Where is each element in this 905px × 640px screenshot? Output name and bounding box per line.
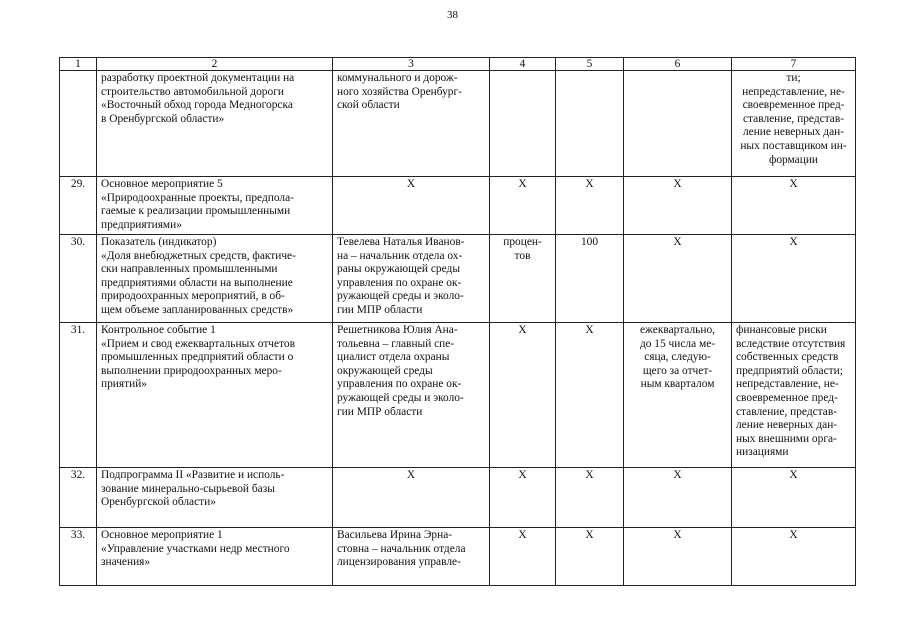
table-row: [60, 528, 856, 586]
row-number: 29.: [60, 177, 97, 235]
description-cell: Основное мероприятие 1 «Управление участками недр местного значения»: [97, 528, 333, 586]
table-row: [60, 468, 856, 528]
unit-cell: X: [490, 177, 556, 235]
value-cell: [556, 71, 624, 177]
responsible-cell: X: [333, 468, 490, 528]
deadline-cell: X: [624, 235, 732, 323]
header-cell: 4: [490, 58, 556, 71]
description-cell: Контрольное событие 1 «Прием и свод ежеквартальных отчетов промышленных предприятий области о выполнении природоохранных меро- приятий»: [97, 323, 333, 468]
row-number: 31.: [60, 323, 97, 468]
table-row: [60, 323, 856, 468]
value-cell: X: [556, 323, 624, 468]
header-cell: 1: [60, 58, 97, 71]
unit-cell: X: [490, 528, 556, 586]
responsible-cell: X: [333, 177, 490, 235]
responsible-cell: Васильева Ирина Эрна- стовна – начальник отдела лицензирования управле-: [333, 528, 490, 586]
unit-cell: процен- тов: [490, 235, 556, 323]
description-cell: Подпрограмма II «Развитие и исполь- зование минерально-сырьевой базы Оренбургской области»: [97, 468, 333, 528]
header-cell: 5: [556, 58, 624, 71]
deadline-cell: [624, 71, 732, 177]
unit-cell: X: [490, 323, 556, 468]
risk-cell: X: [732, 528, 856, 586]
page-number: 38: [447, 9, 458, 21]
header-row: [60, 58, 856, 71]
responsible-cell: Тевелева Наталья Иванов- на – начальник отдела ох- раны окружающей среды управления по охране ок- ружающей среды и эколо- гии МПР области: [333, 235, 490, 323]
value-cell: X: [556, 177, 624, 235]
row-number: 30.: [60, 235, 97, 323]
deadline-cell: ежеквартально, до 15 числа ме- сяца, следую- щего за отчет- ным кварталом: [624, 323, 732, 468]
responsible-cell: коммунального и дорож- ного хозяйства Оренбург- ской области: [333, 71, 490, 177]
row-number: [60, 71, 97, 177]
description-cell: Показатель (индикатор) «Доля внебюджетных средств, фактиче- ски направленных промышленными предприятиями области на выполнение природоохранных мероприятий, в об- щем объеме запланированных средств»: [97, 235, 333, 323]
header-cell: 6: [624, 58, 732, 71]
risk-cell: X: [732, 177, 856, 235]
row-number: 33.: [60, 528, 97, 586]
plan-table: [59, 57, 856, 586]
value-cell: X: [556, 528, 624, 586]
table-row: [60, 71, 856, 177]
header-cell: 2: [97, 58, 333, 71]
table-row: [60, 177, 856, 235]
description-cell: Основное мероприятие 5 «Природоохранные проекты, предпола- гаемые к реализации промышленными предприятиями»: [97, 177, 333, 235]
unit-cell: X: [490, 468, 556, 528]
unit-cell: [490, 71, 556, 177]
row-number: 32.: [60, 468, 97, 528]
deadline-cell: X: [624, 468, 732, 528]
header-cell: 7: [732, 58, 856, 71]
deadline-cell: X: [624, 528, 732, 586]
table-row: [60, 235, 856, 323]
value-cell: 100: [556, 235, 624, 323]
value-cell: X: [556, 468, 624, 528]
risk-cell: ти; непредставление, не- своевременное пред- ставление, представ- ление неверных дан- ных поставщиком ин- формации: [732, 71, 856, 177]
risk-cell: X: [732, 468, 856, 528]
header-cell: 3: [333, 58, 490, 71]
description-cell: разработку проектной документации на строительство автомобильной дороги «Восточный обход города Медногорска в Оренбургской области»: [97, 71, 333, 177]
risk-cell: X: [732, 235, 856, 323]
responsible-cell: Решетникова Юлия Ана- тольевна – главный спе- циалист отдела охраны окружающей среды управления по охране ок- ружающей среды и эколо- гии МПР области: [333, 323, 490, 468]
risk-cell: финансовые риски вследствие отсутствия собственных средств предприятий области; непредставление, не- своевременное пред- ставление, представ- ление неверных дан- ных внешними орга- низациями: [732, 323, 856, 468]
deadline-cell: X: [624, 177, 732, 235]
